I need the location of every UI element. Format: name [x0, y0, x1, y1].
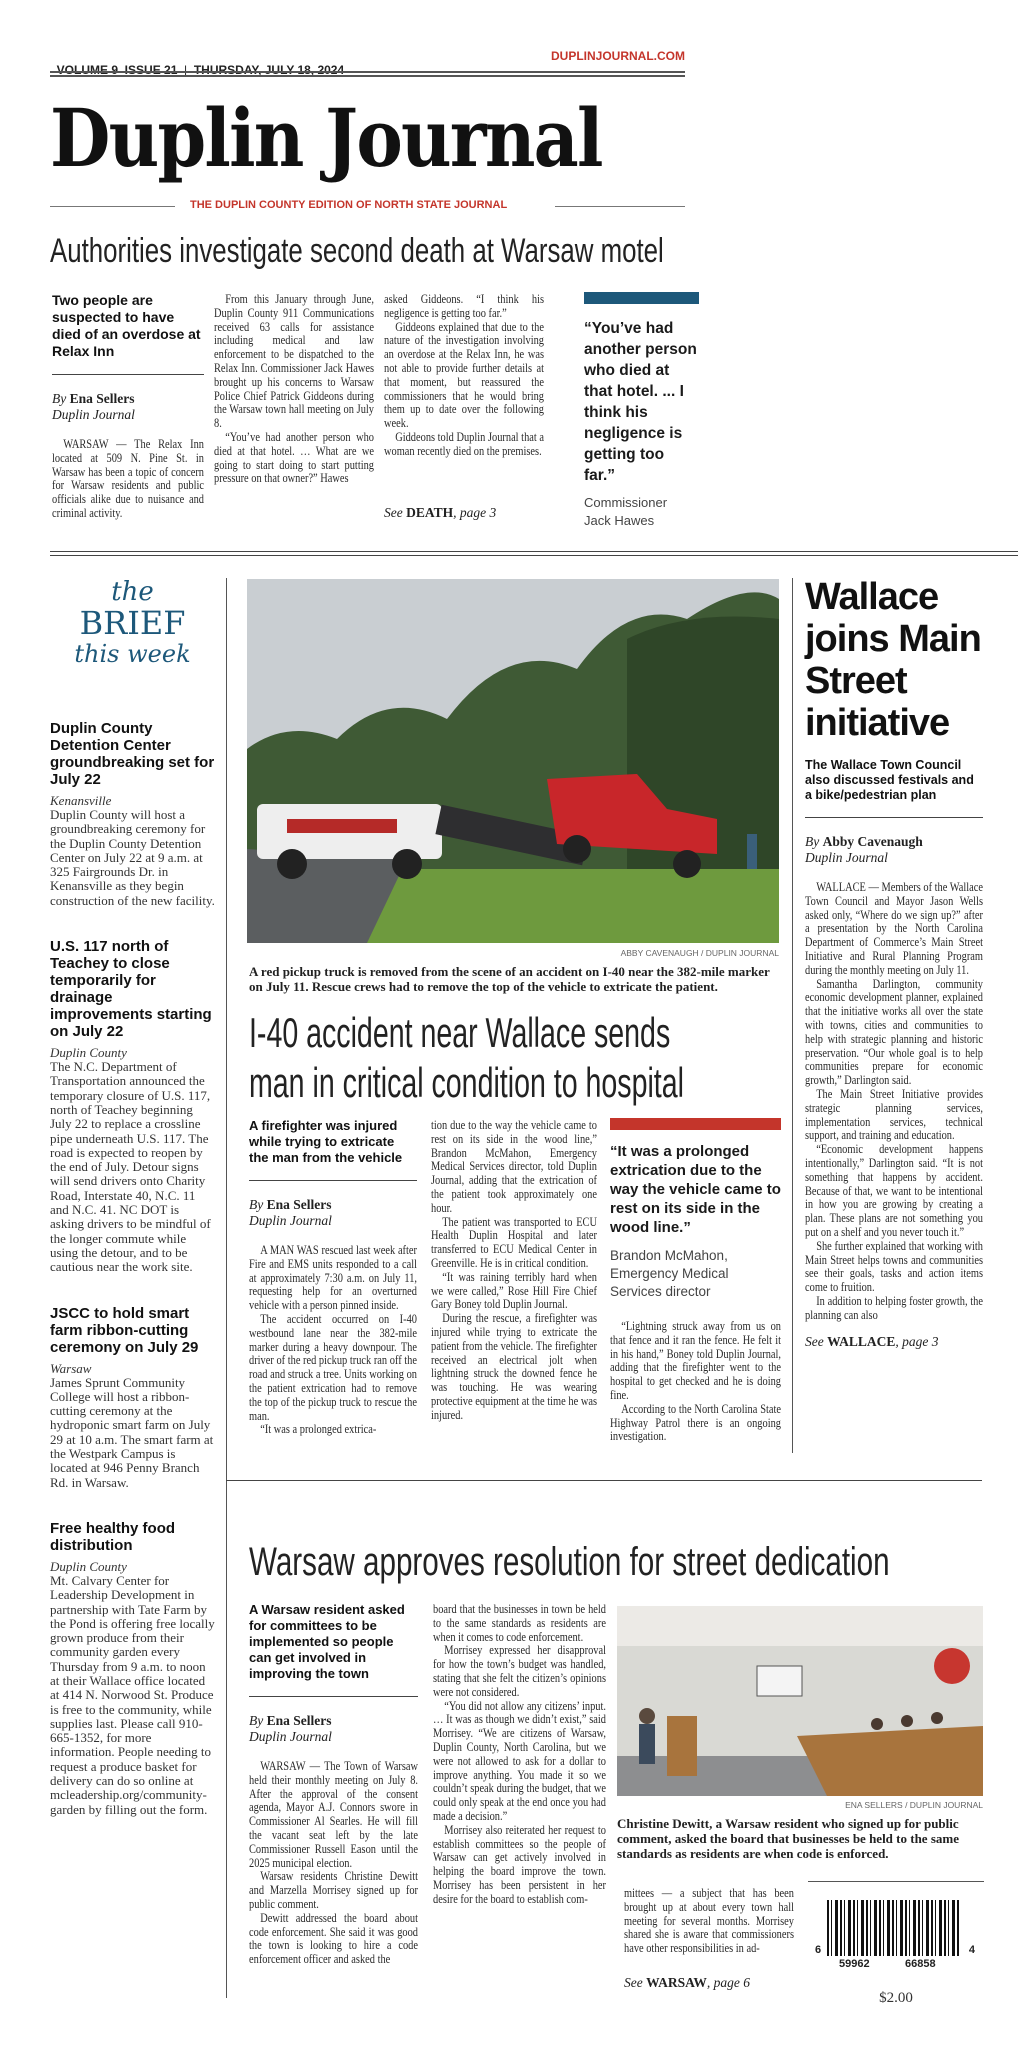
brief-item	[50, 938, 215, 1274]
photo-credit: ABBY CAVENAUGH / DUPLIN JOURNAL	[620, 948, 779, 958]
byline	[52, 391, 204, 423]
brief-text: Mt. Calvary Center for Leadership Development in partnership with Tate Farm by the Pond is offering free locally grown produce from their community garden every Thursday from 9 a.m. to noon at their Wallace office located at 414 N. Norwood St. Produce is free to the community, while supplies last. Please call 910-665-1352, for more information. People needing to request a produce basket for delivery can do so online at mcleadership.org/community-garden by filling out the form.	[50, 1572, 215, 1817]
paragraph: “Economic development happens intentionally,” Darlington said. “It is not something that happens by accident. Because of that, we want to be intentional in how you are growing by creating a plan. These plans are not something you put on a shelf and you never touch it.”	[805, 1141, 983, 1239]
deck-rule	[805, 817, 983, 818]
barcode-right-digit: 4	[968, 1944, 975, 1956]
brief-item	[50, 1305, 215, 1490]
accident-col1	[249, 1118, 417, 1436]
brief-dateline: Duplin County	[50, 1045, 127, 1061]
brief-sub: this week	[74, 640, 191, 668]
headline-line1: I-40 accident near Wallace sends	[249, 1009, 671, 1056]
wheel	[673, 850, 701, 878]
attr-name: Jack Hawes	[584, 513, 655, 528]
jump-page: , page 3	[895, 1333, 939, 1349]
person	[639, 1708, 655, 1724]
paragraph: The accident occurred on I-40 westbound lane near the 382-mile marker during a heavy downpour. The driver of the red pickup truck ran off the road and struck a tree. Units working on the patient extrication had to remove the top of the pickup truck to rescue the man.	[249, 1310, 417, 1423]
article-text	[431, 1118, 597, 1422]
paragraph: Warsaw residents Christine Dewitt and Marzella Morrisey signed up for public comment.	[249, 1868, 418, 1911]
top-story-col1	[52, 292, 204, 520]
byline-by: By	[249, 1197, 264, 1212]
brief-item	[50, 1520, 215, 1817]
wheel	[563, 835, 591, 863]
brief-headline[interactable]: Free healthy food distribution	[50, 1519, 176, 1554]
paragraph: A MAN WAS rescued last week after Fire and EMS units responded to a call at approximately 7:30 a.m. on July 11, requesting help for an overturned vehicle with a person pinned inside.	[249, 1242, 417, 1313]
article-text	[249, 1759, 418, 1966]
jump-see: See	[624, 1975, 643, 1990]
paragraph: From this January through June, Duplin County 911 Communications received 63 calls for assistance including medical and law enforcement to be dispatched to the Relax Inn. Commissioner Jack Hawes brought up his concerns to Warsaw Police Chief Patrick Giddeons during the Warsaw town hall meeting on July 8.	[214, 291, 374, 431]
headline-line2: man in critical condition to hospital	[249, 1059, 684, 1106]
accident-photo[interactable]	[247, 579, 779, 943]
separator: |	[184, 63, 188, 77]
brief-headline[interactable]: U.S. 117 north of Teachey to close temporarily for drainage improvements starting on July 22	[50, 938, 212, 1041]
paragraph: WARSAW — The Relax Inn located at 509 N. Pine St. in Warsaw has been a topic of concern for Warsaw residents and public officials alike due to nuisance and criminal activity.	[52, 436, 205, 520]
website-link[interactable]: DUPLINJOURNAL.COM	[551, 49, 685, 63]
jump-see: See	[805, 1333, 824, 1349]
town-seal	[934, 1648, 970, 1684]
person	[871, 1718, 883, 1730]
paragraph: She further explained that working with Main Street helps towns and communities see their goals, tasks and action items come to fruition.	[805, 1237, 983, 1295]
person-body	[639, 1724, 655, 1764]
warsaw-col1	[249, 1602, 418, 1966]
barcode	[815, 1900, 975, 1972]
masthead-rule	[50, 71, 685, 77]
paragraph: WARSAW — The Town of Warsaw held their monthly meeting on July 8. After the approval of the consent agenda, Mayor A.J. Connors swore in Commissioner Al Searles. He will fill the vacant seat left by the late Commissioner Russell Eason until the 2025 municipal election.	[249, 1758, 418, 1870]
photo-caption: A red pickup truck is removed from the scene of an accident on I-40 near the 382-mile marker on July 11. Rescue crews had to remove the top of the vehicle to extricate the patient.	[249, 964, 770, 994]
accident-deck: A firefighter was injured while trying to extricate the man from the vehicle	[249, 1118, 403, 1165]
pullquote-text: “You’ve had another person who died at that hotel. ... I think his negligence is getting too far.”	[584, 320, 697, 484]
top-story-col2	[214, 292, 374, 485]
brief-word: BRIEF	[79, 604, 186, 642]
brief-the: the	[111, 577, 154, 607]
paragraph: asked Giddeons. “I think his negligence is getting too far.”	[384, 291, 544, 320]
byline	[805, 834, 983, 866]
volume-issue: VOLUME 9 ISSUE 21	[56, 63, 178, 77]
column-rule-right	[792, 578, 793, 1453]
paragraph: board that the businesses in town be held to the same standards as residents are when it comes to code enforcement.	[433, 1601, 606, 1644]
brief-headline[interactable]: JSCC to hold smart farm ribbon-cutting ceremony on July 29	[50, 1304, 199, 1356]
byline-org: Duplin Journal	[52, 407, 135, 422]
jump-page: , page 3	[453, 505, 497, 520]
warsaw-col2	[433, 1602, 606, 1906]
byline-by: By	[52, 391, 67, 406]
article-text	[610, 1319, 781, 1443]
byline-org: Duplin Journal	[249, 1213, 332, 1228]
paragraph: “It was raining terribly hard when we were called,” Rose Hill Fire Chief Gary Boney told Duplin Journal.	[431, 1268, 597, 1312]
wheel	[392, 849, 422, 879]
byline-by: By	[805, 834, 820, 849]
top-story-pullquote	[584, 292, 699, 530]
barcode-bars	[827, 1900, 961, 1956]
article-text	[433, 1602, 606, 1906]
brief-text: James Sprunt Community College will host a ribbon-cutting ceremony at the hydroponic smart farm on July 29 at 10 a.m. The smart farm at the Westpark Campus is located at 946 Penny Branch Rd. in Warsaw.	[50, 1374, 214, 1490]
byline-org: Duplin Journal	[249, 1729, 332, 1744]
brief-dateline: Kenansville	[50, 793, 112, 808]
column-rule-left	[226, 578, 227, 1998]
warsaw-headline[interactable]	[249, 1540, 1024, 1585]
tagline-rule-left	[50, 206, 175, 207]
brief-headline[interactable]: Duplin County Detention Center groundbreaking set for July 22	[50, 720, 215, 788]
article-text	[249, 1243, 417, 1436]
byline-by: By	[249, 1713, 264, 1728]
accident-col3	[610, 1118, 781, 1443]
brief-dateline: Duplin County	[50, 1558, 127, 1574]
article-text	[214, 292, 374, 485]
article-text	[52, 437, 204, 520]
paragraph: “You’ve had another person who died at that hotel. … What are we going to start doing to start putting pressure on that owner?” Hawes	[214, 428, 374, 486]
paragraph: “You did not allow any citizens’ input. … It was as though we didn’t exist,” said Morrisey. “We are citizens of Warsaw, Duplin County, North Carolina, but we were not allowed to ask for a dollar to improve anything. You made it so we couldn’t speak during the budget, that we could only speak at the end once you had made a decision.”	[433, 1697, 606, 1823]
top-story-deck: Two people are suspected to have died of an overdose at Relax Inn	[52, 292, 201, 359]
paragraph: “Lightning struck away from us on that fence and it ran the fence. He felt it in his hand,” Boney told Duplin Journal, adding that the firefighter went to the hospital to get checked and he is doing fine.	[610, 1318, 781, 1402]
pullquote-bar	[610, 1118, 781, 1130]
paragraph: Morrisey also reiterated her request to establish committees so the people of Warsaw can get actively involved in helping the board improve the town. Morrisey has been persistent in her desire for the board to establish com-	[433, 1821, 606, 1906]
barcode-rule	[808, 1881, 984, 1882]
tagline: THE DUPLIN COUNTY EDITION OF NORTH STATE JOURNAL	[190, 199, 508, 211]
barcode-group1: 59962	[839, 1958, 870, 1970]
accident-col2	[431, 1118, 597, 1422]
paragraph: “It was a prolonged extrica-	[260, 1421, 377, 1437]
paragraph: The Main Street Initiative provides strategic planning services, implementation services, technical support, and training and education.	[805, 1085, 983, 1143]
jump-link-wallace[interactable]	[805, 1334, 983, 1350]
screen	[757, 1666, 802, 1696]
paragraph: tion due to the way the vehicle came to rest on its side in the wood line,” Brandon McMahon, Emergency Medical Services director, told Duplin Journal, adding that the extrication of the patient took approximately one hour.	[431, 1117, 597, 1215]
jump-word: WALLACE	[827, 1333, 896, 1349]
jump-word: DEATH	[406, 505, 454, 520]
deck-rule	[52, 374, 204, 375]
article-text	[805, 880, 983, 1322]
byline-org: Duplin Journal	[805, 850, 888, 865]
wallace-deck: The Wallace Town Council also discussed festivals and a bike/pedestrian plan	[805, 758, 974, 802]
deck-rule	[249, 1696, 418, 1697]
top-story-headline-text: Authorities investigate second death at Warsaw motel	[50, 232, 664, 270]
section-divider-lower	[226, 1480, 982, 1481]
tagline-rule-right	[555, 206, 685, 207]
brief-text: The N.C. Department of Transportation announced the temporary closure of U.S. 117, north of Teachey beginning July 22 to replace a crossline pipe underneath U.S. 117. The road is expected to reopen by the end of July. Detour signs will send drivers onto Charity Road, Interstate 40, N.C. 11 and N.C. 41. NC DOT is asking drivers to be mindful of the longer commute while using the detour, and to be cautious near the work site.	[50, 1059, 211, 1275]
paragraph: Giddeons told Duplin Journal that a woman recently died on the premises.	[384, 428, 544, 458]
byline-author: Ena Sellers	[266, 1197, 332, 1212]
tow-truck-stripe	[287, 819, 397, 833]
podium	[667, 1716, 697, 1776]
wallace-headline[interactable]: Wallace joins Main Street initiative	[805, 576, 981, 744]
pullquote-bar	[584, 292, 699, 304]
byline-author: Abby Cavenaugh	[822, 834, 923, 849]
byline	[249, 1713, 418, 1745]
photo-caption: Christine Dewitt, a Warsaw resident who signed up for public comment, asked the board that businesses be held to the same standards as residents are when code is enforced.	[617, 1816, 959, 1861]
top-story-headline[interactable]	[50, 232, 858, 271]
paragraph: mittees — a subject that has been brought up at about every town hall meeting for several months. Morrisey shared she is aware that commissioners have other responsibilities in ad-	[624, 1885, 794, 1956]
pullquote-attribution: Brandon McMahon, Emergency Medical Services director	[610, 1248, 729, 1299]
ceiling	[617, 1606, 983, 1646]
jump-word: WARSAW	[646, 1975, 707, 1990]
warsaw-col3	[624, 1886, 794, 1955]
paragraph: In addition to helping foster growth, the planning can also	[805, 1292, 983, 1322]
jump-link-warsaw[interactable]	[624, 1975, 750, 1991]
brief-column	[50, 578, 215, 1847]
jump-see: See	[384, 505, 403, 520]
person	[901, 1715, 913, 1727]
dais	[797, 1726, 983, 1796]
paragraph: The patient was transported to ECU Health Duplin Hospital and later transferred to ECU Medical Center in Greenville. He is in critical condition.	[431, 1213, 597, 1270]
masthead-logo: Duplin Journal	[50, 91, 602, 185]
price: $2.00	[879, 1990, 913, 2006]
barcode-left-digit: 6	[815, 1944, 822, 1956]
warsaw-deck: A Warsaw resident asked for committees to be implemented so people can get involved in improving the town	[249, 1602, 405, 1681]
photo-credit: ENA SELLERS / DUPLIN JOURNAL	[845, 1800, 983, 1810]
brief-title	[50, 578, 215, 668]
paragraph: Samantha Darlington, community economic development planner, explained that the initiative works all over the state with towns, cities and communities to help with strategic planning and historic preservation. “Our whole goal is to help communities prepare for economic growth,” Darlington said.	[805, 975, 983, 1088]
paragraph: Morrisey expressed her disapproval for how the town’s budget was handled, stating that she felt the citizen’s opinions were not considered.	[433, 1642, 606, 1699]
pullquote-attribution	[584, 494, 699, 530]
paragraph: Dewitt addressed the board about code enforcement. She said it was good the town is looking to hire a code enforcement officer and asked the	[249, 1909, 418, 1967]
byline-author: Ena Sellers	[69, 391, 135, 406]
paragraph: During the rescue, a firefighter was injured while trying to extricate the patient from the vehicle. The firefighter received an electrical jolt when lightning struck the downed fence he was touching. He was wearing protective equipment at the time he was injured.	[431, 1310, 597, 1422]
person	[747, 834, 757, 869]
warsaw-headline-text: Warsaw approves resolution for street dedication	[249, 1540, 890, 1584]
article-text	[384, 292, 544, 458]
brief-item	[50, 720, 215, 908]
paragraph: WALLACE — Members of the Wallace Town Council and Mayor Jason Wells asked only, “Where do we sign up?” after a presentation by the North Carolina Department of Commerce’s Main Street Initiative and Rural Planning Program during the monthly meeting on July 11.	[805, 879, 983, 977]
brief-text: Duplin County will host a groundbreaking ceremony for the Duplin County Detention Center on July 22 at 9 a.m. at 325 Fairgrounds Dr. in Kenansville as they begin construction of the new facility.	[50, 807, 215, 908]
barcode-group2: 66858	[905, 1958, 936, 1970]
wheel	[277, 849, 307, 879]
person	[931, 1712, 943, 1724]
section-divider	[50, 551, 1018, 556]
meeting-photo[interactable]	[617, 1606, 983, 1796]
byline	[249, 1197, 417, 1229]
attr-title: Commissioner	[584, 495, 668, 510]
article-text	[624, 1886, 794, 1955]
jump-link-death-text[interactable]	[384, 505, 496, 521]
issue-date: THURSDAY, JULY 18, 2024	[193, 63, 345, 77]
top-story-col3	[384, 291, 544, 458]
paragraph: Giddeons explained that due to the nature of the investigation involving an overdose at the Relax Inn, he was not able to provide further details at that moment, but reassured the commissioners that he would bring them up to date over the following week.	[384, 318, 544, 431]
deck-rule	[249, 1180, 417, 1181]
jump-page: , page 6	[706, 1975, 750, 1990]
paragraph: According to the North Carolina State Highway Patrol there is an ongoing investigation.	[610, 1400, 781, 1444]
brief-dateline: Warsaw	[50, 1360, 92, 1376]
byline-author: Ena Sellers	[266, 1713, 332, 1728]
pullquote-text: “It was a prolonged extrication due to the way the vehicle came to rest on its side in the wood line.”	[610, 1143, 781, 1236]
wallace-column	[805, 576, 983, 1350]
